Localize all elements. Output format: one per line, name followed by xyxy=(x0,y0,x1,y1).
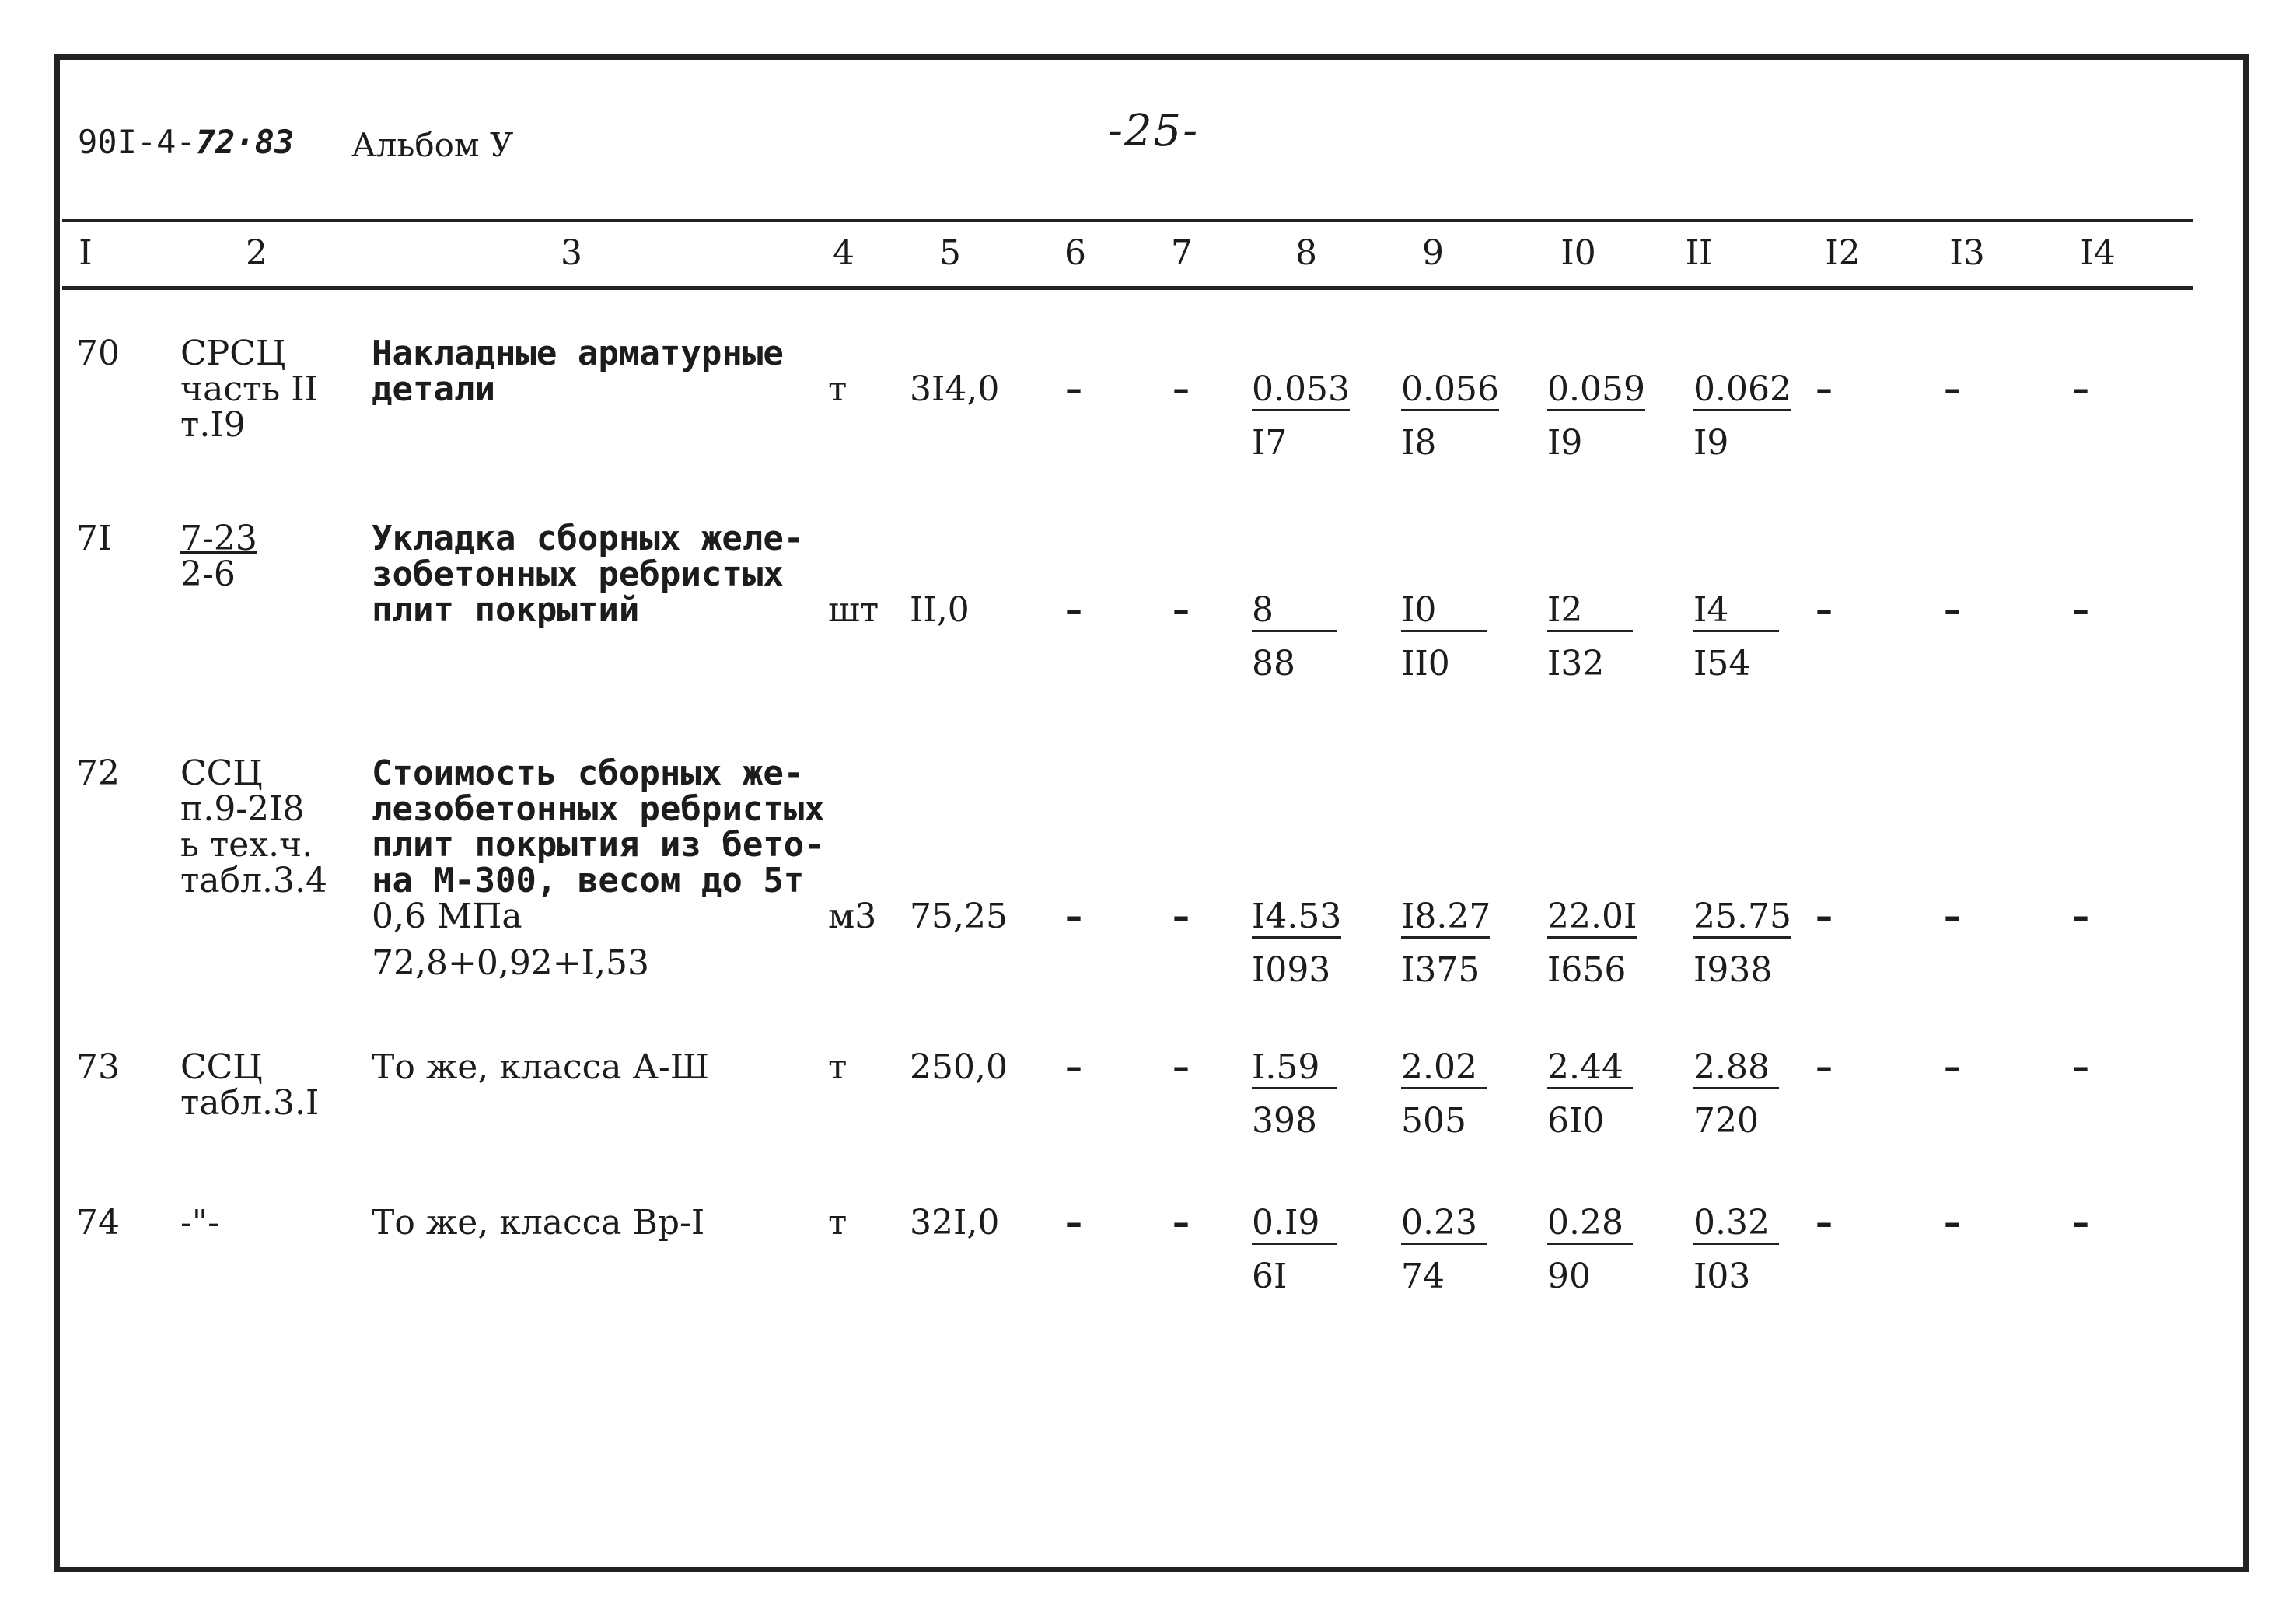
fraction-denominator: I9 xyxy=(1547,423,1583,463)
fraction-denominator: 74 xyxy=(1401,1257,1445,1296)
quantity-cell: 32I,0 xyxy=(910,1203,1000,1243)
fraction-numerator: I4 xyxy=(1693,593,1779,632)
value-fraction xyxy=(1401,590,1487,683)
value-fraction xyxy=(1252,1205,1337,1295)
value-fraction xyxy=(1252,1047,1337,1141)
column-7-cell: – xyxy=(1172,1047,1190,1087)
quantity-cell: 75,25 xyxy=(910,897,1008,936)
fraction-denominator: I7 xyxy=(1252,423,1288,463)
description-line: Укладка сборных желе- xyxy=(372,519,805,558)
description-line: детали xyxy=(372,369,495,409)
page-number: -25- xyxy=(1108,106,1200,156)
reference-line: ССЦ xyxy=(180,1047,263,1087)
reference-line: т.I9 xyxy=(180,405,246,445)
fraction-numerator: 0.053 xyxy=(1252,372,1350,411)
column-number-1: I xyxy=(79,233,93,273)
value-fraction xyxy=(1401,1205,1487,1295)
column-6-cell: – xyxy=(1065,1047,1082,1087)
row-number: 70 xyxy=(76,334,120,373)
doc-code-prefix: 90I-4- xyxy=(78,123,196,161)
column-7-cell: – xyxy=(1172,590,1190,630)
column-13-cell: – xyxy=(1944,897,1961,936)
column-number-9: 9 xyxy=(1422,233,1444,273)
column-14-cell: – xyxy=(2072,590,2089,630)
value-fraction xyxy=(1547,1047,1633,1141)
description-cell xyxy=(372,753,825,983)
column-13-cell: – xyxy=(1944,590,1961,630)
value-fraction xyxy=(1547,369,1645,463)
reference-line: 2-6 xyxy=(180,554,236,594)
fraction-numerator: 0.062 xyxy=(1693,372,1791,411)
column-14-cell: – xyxy=(2072,897,2089,936)
fraction-numerator: 0.32 xyxy=(1693,1205,1779,1245)
value-fraction xyxy=(1252,590,1337,683)
column-number-2: 2 xyxy=(246,233,267,273)
reference-numerator: 7-23 xyxy=(180,519,257,558)
fraction-denominator: II0 xyxy=(1401,644,1450,683)
fraction-denominator: 505 xyxy=(1401,1101,1466,1141)
fraction-numerator: 0.056 xyxy=(1401,372,1499,411)
fraction-denominator: 88 xyxy=(1252,644,1295,683)
fraction-numerator: I8.27 xyxy=(1401,899,1490,939)
column-number-4: 4 xyxy=(833,233,854,273)
column-6-cell: – xyxy=(1065,590,1082,630)
fraction-numerator: 2.44 xyxy=(1547,1050,1633,1089)
fraction-denominator: I03 xyxy=(1693,1257,1751,1296)
reference-line: табл.3.4 xyxy=(180,861,327,900)
column-13-cell: – xyxy=(1944,1047,1961,1087)
document-code xyxy=(78,123,294,161)
description-line: плит покрытий xyxy=(372,590,640,630)
value-fraction xyxy=(1547,1205,1633,1295)
fraction-numerator: 0.059 xyxy=(1547,372,1645,411)
reference-line xyxy=(180,521,257,557)
fraction-numerator: 0.28 xyxy=(1547,1205,1633,1245)
value-fraction xyxy=(1693,1047,1779,1141)
description-line: 0,6 МПа xyxy=(372,897,522,936)
column-12-cell: – xyxy=(1815,897,1833,936)
description-cell xyxy=(372,1047,709,1087)
column-12-cell: – xyxy=(1815,1047,1833,1087)
value-fraction xyxy=(1693,899,1791,988)
reference-line: часть II xyxy=(180,369,319,409)
reference-cell xyxy=(180,336,318,443)
description-cell xyxy=(372,1205,704,1241)
fraction-numerator: I0 xyxy=(1401,593,1487,632)
column-12-cell: – xyxy=(1815,369,1833,409)
reference-cell xyxy=(180,521,257,593)
fraction-numerator: 25.75 xyxy=(1693,899,1791,939)
unit-cell: т xyxy=(828,369,847,409)
value-fraction xyxy=(1693,369,1791,463)
reference-cell xyxy=(180,1047,320,1123)
fraction-numerator: 8 xyxy=(1252,593,1337,632)
column-13-cell: – xyxy=(1944,1203,1961,1243)
fraction-denominator: 90 xyxy=(1547,1257,1591,1296)
value-fraction xyxy=(1401,1047,1487,1141)
column-7-cell: – xyxy=(1172,897,1190,936)
reference-line: ССЦ xyxy=(180,753,263,793)
column-12-cell: – xyxy=(1815,590,1833,630)
reference-line: -"- xyxy=(180,1203,219,1243)
fraction-numerator: 0.I9 xyxy=(1252,1205,1337,1245)
column-number-5: 5 xyxy=(939,233,961,273)
column-6-cell: – xyxy=(1065,1203,1082,1243)
unit-cell: т xyxy=(828,1203,847,1243)
unit-cell: шт xyxy=(828,590,879,630)
column-number-3: 3 xyxy=(561,233,582,273)
column-6-cell: – xyxy=(1065,369,1082,409)
column-number-8: 8 xyxy=(1295,233,1317,273)
column-number-13: I3 xyxy=(1949,233,1985,273)
description-line: плит покрытия из бето- xyxy=(372,825,825,865)
column-number-6: 6 xyxy=(1064,233,1086,273)
value-fraction xyxy=(1693,590,1779,683)
value-fraction xyxy=(1252,369,1350,463)
reference-line: СРСЦ xyxy=(180,334,286,373)
description-line: на М-300, весом до 5т xyxy=(372,861,805,900)
column-number-11: II xyxy=(1685,233,1713,273)
description-line: Стоимость сборных же- xyxy=(372,753,805,793)
column-7-cell: – xyxy=(1172,369,1190,409)
fraction-denominator: 398 xyxy=(1252,1101,1317,1141)
reference-line: п.9-2I8 xyxy=(180,789,305,829)
fraction-denominator: I375 xyxy=(1401,950,1480,990)
unit-cell: т xyxy=(828,1047,847,1087)
reference-cell xyxy=(180,753,327,900)
reference-line: табл.3.I xyxy=(180,1083,320,1123)
doc-code-suffix: 72·83 xyxy=(195,123,295,161)
fraction-numerator: I2 xyxy=(1547,593,1633,632)
row-number: 7I xyxy=(76,519,112,558)
value-fraction xyxy=(1401,899,1490,988)
fraction-denominator: I54 xyxy=(1693,644,1751,683)
value-fraction xyxy=(1547,899,1637,988)
description-line: Накладные арматурные xyxy=(372,334,784,373)
quantity-cell: 3I4,0 xyxy=(910,369,1000,409)
column-number-7: 7 xyxy=(1171,233,1193,273)
reference-line: ь тех.ч. xyxy=(180,825,313,865)
fraction-numerator: 0.23 xyxy=(1401,1205,1487,1245)
fraction-numerator: 2.02 xyxy=(1401,1050,1487,1089)
column-14-cell: – xyxy=(2072,1047,2089,1087)
fraction-denominator: I9 xyxy=(1693,423,1729,463)
fraction-numerator: 22.0I xyxy=(1547,899,1637,939)
value-fraction xyxy=(1401,369,1499,463)
column-6-cell: – xyxy=(1065,897,1082,936)
description-cell xyxy=(372,336,784,407)
value-fraction xyxy=(1252,899,1341,988)
column-12-cell: – xyxy=(1815,1203,1833,1243)
unit-cell: м3 xyxy=(828,897,877,936)
value-fraction xyxy=(1547,590,1633,683)
row-number: 73 xyxy=(76,1047,120,1087)
fraction-numerator: 2.88 xyxy=(1693,1050,1779,1089)
column-13-cell: – xyxy=(1944,369,1961,409)
column-14-cell: – xyxy=(2072,1203,2089,1243)
description-line: То же, класса Вр-I xyxy=(372,1203,705,1243)
column-number-14: I4 xyxy=(2080,233,2116,273)
description-formula: 72,8+0,92+I,53 xyxy=(372,943,650,983)
fraction-denominator: I938 xyxy=(1693,950,1773,990)
fraction-denominator: I8 xyxy=(1401,423,1437,463)
fraction-numerator: I4.53 xyxy=(1252,899,1341,939)
fraction-denominator: I32 xyxy=(1547,644,1605,683)
description-line: лезобетонных ребристых xyxy=(372,789,825,829)
value-fraction xyxy=(1693,1205,1779,1295)
fraction-denominator: 6I0 xyxy=(1547,1101,1605,1141)
column-7-cell: – xyxy=(1172,1203,1190,1243)
quantity-cell: 250,0 xyxy=(910,1047,1008,1087)
fraction-denominator: 6I xyxy=(1252,1257,1288,1296)
description-line: То же, класса А-Ш xyxy=(372,1047,709,1087)
column-number-10: I0 xyxy=(1560,233,1596,273)
quantity-cell: II,0 xyxy=(910,590,970,630)
description-cell xyxy=(372,521,804,628)
header-rule-top xyxy=(62,219,2193,222)
reference-cell xyxy=(180,1205,219,1241)
row-number: 74 xyxy=(76,1203,120,1243)
header-rule-bottom xyxy=(62,286,2193,290)
album-label: Альбом У xyxy=(351,126,514,164)
fraction-denominator: I656 xyxy=(1547,950,1627,990)
column-number-12: I2 xyxy=(1825,233,1861,273)
fraction-denominator: I093 xyxy=(1252,950,1331,990)
fraction-denominator: 720 xyxy=(1693,1101,1759,1141)
column-14-cell: – xyxy=(2072,369,2089,409)
row-number: 72 xyxy=(76,753,120,793)
fraction-numerator: I.59 xyxy=(1252,1050,1337,1089)
description-line: зобетонных ребристых xyxy=(372,554,784,594)
